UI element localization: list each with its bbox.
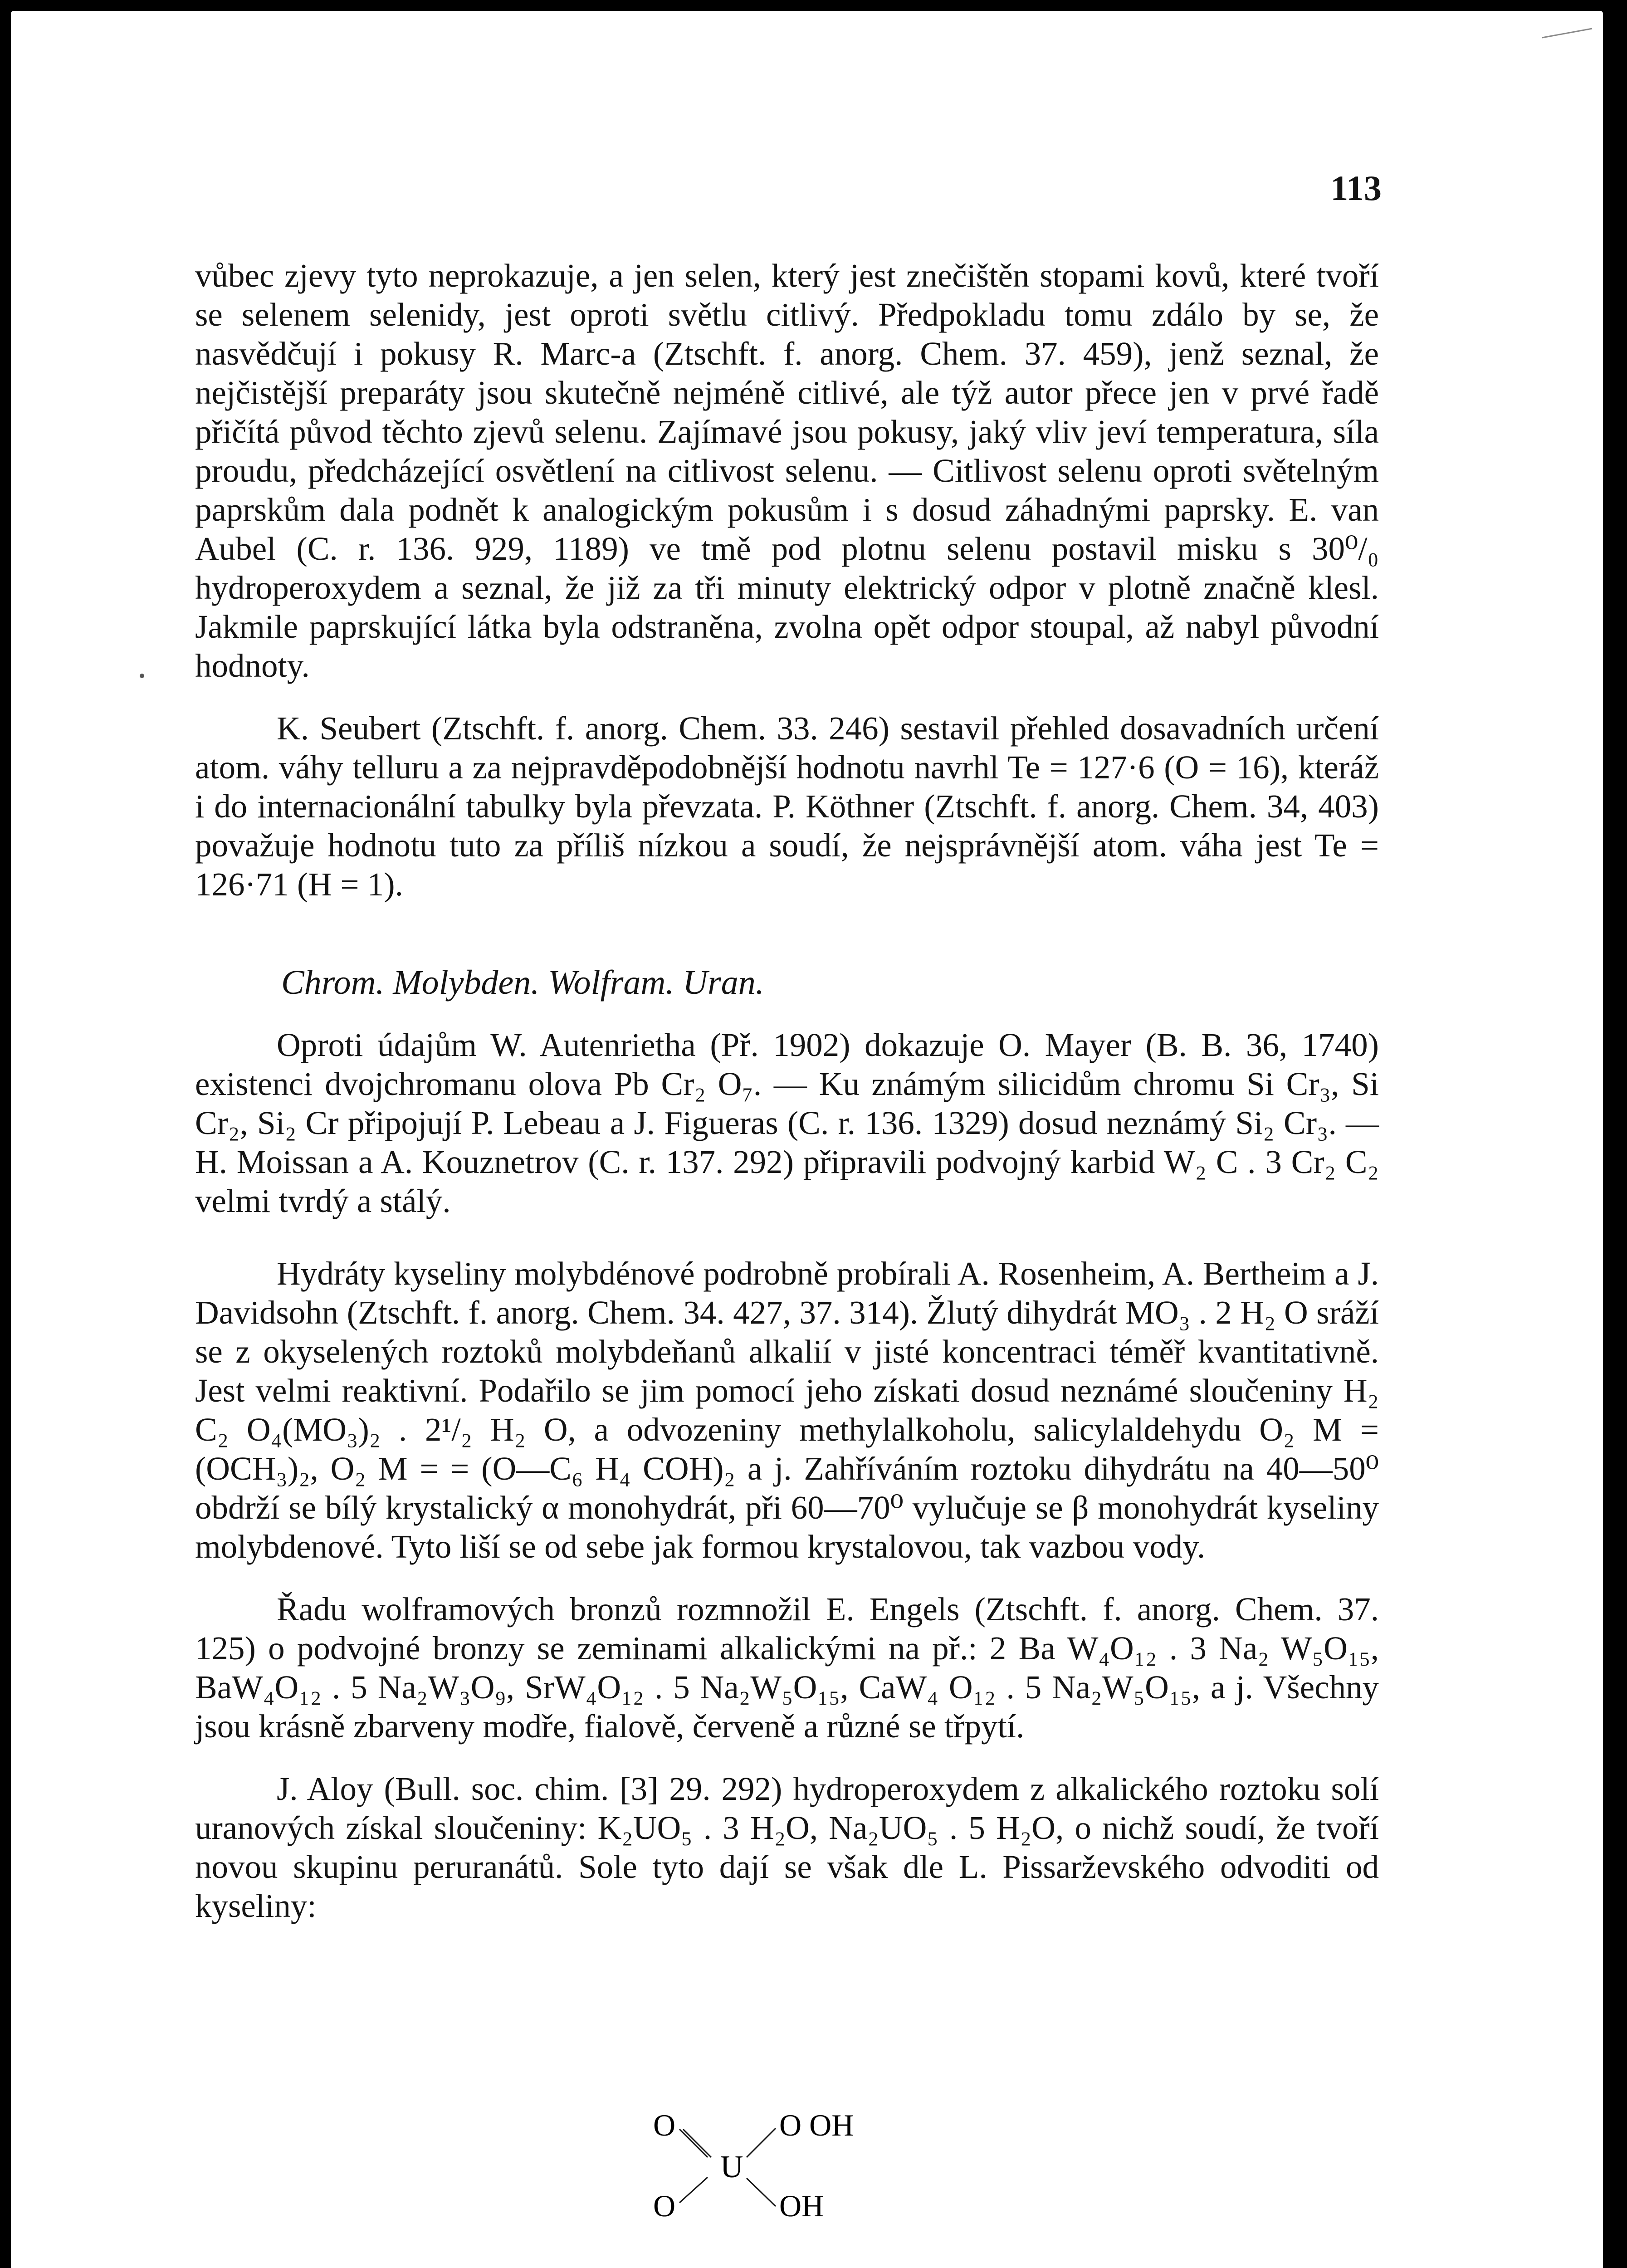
margin-speck xyxy=(140,674,144,678)
paragraph-chromium: Oproti údajům W. Autenrietha (Př. 1902) dokazuje O. Mayer (B. B. 36, 1740) existenci dvojchromanu olova Pb Cr₂ O₇. — Ku známým silicidům chromu Si Cr₃, Si Cr₂, Si₂ Cr připojují P. Lebeau a J. Figueras (C. r. 136. 1329) dosud neznámý Si₂ Cr₃. — H. Moissan a A. Kouznetrov (C. r. 137. 292) připravili podvojný karbid W₂ C . 3 Cr₂ C₂ velmi tvrdý a stálý. xyxy=(195,1026,1379,1219)
paragraph-uranium: J. Aloy (Bull. soc. chim. [3] 29. 292) hydroperoxydem z alkalického roztoku solí uranových získal sloučeniny: K₂UO₅ . 3 H₂O, Na₂UO₅ . 5 H₂O, o nichž soudí, že tvoří novou skupinu peruranátů. Sole tyto dají se však dle L. Pissarževského odvoditi od kyseliny: xyxy=(195,1770,1379,1924)
paragraph-molybdenum: Hydráty kyseliny molybdénové podrobně probírali A. Rosenheim, A. Bertheim a J. Davidsohn (Ztschft. f. anorg. Chem. 34. 427, 37. 314). Žlutý dihydrát MO₃ . 2 H₂ O sráží se z okyselených roztoků molybdeňanů alkalií v jisté koncentraci téměř kvantitativně. Jest velmi reaktivní. Podařilo se jim pomocí jeho získati dosud neznámé sloučeniny H₂ C₂ O₄(MO₃)₂ . 2¹/₂ H₂ O, a odvozeniny methylalkoholu, salicylaldehydu O₂ M = (OCH₃)₂, O₂ M = = (O—C₆ H₄ COH)₂ a j. Zahříváním roztoku dihydrátu na 40—50⁰ obdrží se bílý krystalický α monohydrát, při 60—70⁰ vylučuje se β monohydrát kyseliny molybdenové. Tyto liší se od sebe jak formou krystalovou, tak vazbou vody. xyxy=(195,1255,1379,1565)
formula-center-atom: U xyxy=(720,2150,743,2185)
paragraph-tellurium: K. Seubert (Ztschft. f. anorg. Chem. 33. 246) sestavil přehled dosavadních určení atom. váhy telluru a za nejpravděpodobnější hodnotu navrhl Te = 127·6 (O = 16), kteráž i do internacionální tabulky byla převzata. P. Köthner (Ztschft. f. anorg. Chem. 34, 403) považuje hodnotu tuto za příliš nízkou a soudí, že nejsprávnější atom. váha jest Te = 126·71 (H = 1). xyxy=(195,710,1379,903)
formula-right-top: O OH xyxy=(779,2108,854,2142)
bond-left-top-double xyxy=(683,2129,711,2157)
bond-left-bottom xyxy=(679,2177,708,2203)
paragraph-selenium: vůbec zjevy tyto neprokazuje, a jen selen, který jest znečištěn stopami kovů, které tvoří se selenem selenidy, jest oproti světlu citlivý. Předpokladu tomu zdálo by se, že nasvědčují i pokusy R. Marc-a (Ztschft. f. anorg. Chem. 37. 459), jenž seznal, že nejčistější preparáty jsou skutečně nejméně citlivé, ale týž autor přece jen v prvé řadě přičítá původ těchto zjevů selenu. Zajímavé jsou pokusy, jaký vliv jeví temperatura, síla proudu, předcházející osvětlení na citlivost selenu. — Citlivost selenu oproti světelným paprskům dala podnět k analogickým pokusům i s dosud záhadnými paprsky. E. van Aubel (C. r. 136. 929, 1189) ve tmě pod plotnu selenu postavil misku s 30⁰/₀ hydroperoxydem a seznal, že již za tři minuty elektrický odpor v plotně značně klesl. Jakmile paprskující látka byla odstraněna, zvolna opět odpor stoupal, až nabyl původní hodnoty. xyxy=(195,257,1379,684)
structural-formula xyxy=(644,2096,971,2232)
bond-right-top xyxy=(747,2128,776,2157)
bond-left-top xyxy=(679,2129,708,2157)
formula-diagram xyxy=(644,2096,971,2232)
formula-right-bottom: OH xyxy=(779,2189,824,2223)
paragraph-tungsten: Řadu wolframových bronzů rozmnožil E. Engels (Ztschft. f. anorg. Chem. 37. 125) o podvojné bronzy se zeminami alkalickými na př.: 2 Ba W₄O₁₂ . 3 Na₂ W₅O₁₅, BaW₄O₁₂ . 5 Na₂W₃O₉, SrW₄O₁₂ . 5 Na₂W₅O₁₅, CaW₄ O₁₂ . 5 Na₂W₅O₁₅, a j. Všechny jsou krásně zbarveny modře, fialově, červeně a různé se třpytí. xyxy=(195,1591,1379,1745)
page-number: 113 xyxy=(1330,168,1382,208)
formula-left-top: O xyxy=(653,2108,676,2142)
bond-right-bottom xyxy=(747,2178,776,2206)
section-heading: Chrom. Molybden. Wolfram. Uran. xyxy=(281,963,764,1002)
body-text xyxy=(195,256,1379,1926)
formula-left-bottom: O xyxy=(653,2189,676,2223)
scan-artifact-mark xyxy=(1540,25,1594,43)
